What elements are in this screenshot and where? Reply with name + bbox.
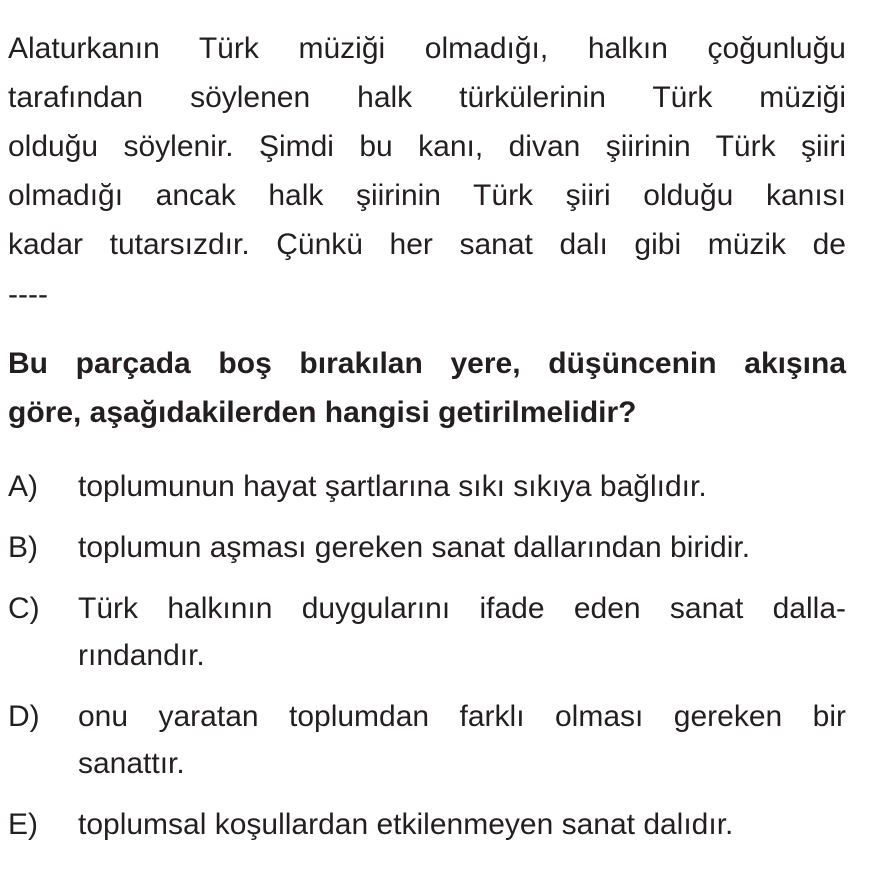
option-letter: C) [8, 592, 40, 625]
option-text: onu yaratan toplumdan farklı olması gereken bir [78, 700, 846, 733]
question-line: göre, aşağıdakilerden hangisi getirilmelidir? [8, 396, 637, 429]
option-letter: B) [8, 531, 38, 564]
passage-line: olmadığı ancak halk şiirinin Türk şiiri olduğu kanısı [8, 179, 846, 212]
option-letter: E) [8, 808, 38, 841]
passage-line: kadar tutarsızdır. Çünkü her sanat dalı gibi müzik de [8, 228, 846, 261]
answer-options [8, 463, 846, 848]
question-page [8, 24, 846, 862]
option-a[interactable] [8, 463, 846, 510]
option-letter: A) [8, 470, 38, 503]
option-b[interactable] [8, 524, 846, 571]
passage-line: Alaturkanın Türk müziği olmadığı, halkın çoğunluğu [8, 32, 846, 65]
option-d[interactable] [8, 693, 846, 787]
option-c[interactable] [8, 585, 846, 679]
passage-text [8, 24, 846, 315]
question-prompt [8, 339, 846, 437]
option-letter: D) [8, 700, 40, 733]
passage-line: tarafından söylenen halk türkülerinin Türk müziği [8, 81, 846, 114]
option-text: rındandır. [78, 639, 205, 672]
option-text: toplumun aşması gereken sanat dallarından biridir. [78, 531, 751, 564]
option-text: sanattır. [78, 747, 185, 780]
option-text: toplumunun hayat şartlarına sıkı sıkıya bağlıdır. [78, 470, 707, 503]
option-e[interactable] [8, 801, 846, 848]
question-line: Bu parçada boş bırakılan yere, düşüncenin akışına [8, 347, 846, 380]
option-text: Türk halkının duygularını ifade eden sanat dalla- [78, 592, 846, 625]
blank-placeholder: ---- [8, 278, 48, 311]
passage-line: olduğu söylenir. Şimdi bu kanı, divan şiirinin Türk şiiri [8, 130, 846, 163]
option-text: toplumsal koşullardan etkilenmeyen sanat dalıdır. [78, 808, 734, 841]
